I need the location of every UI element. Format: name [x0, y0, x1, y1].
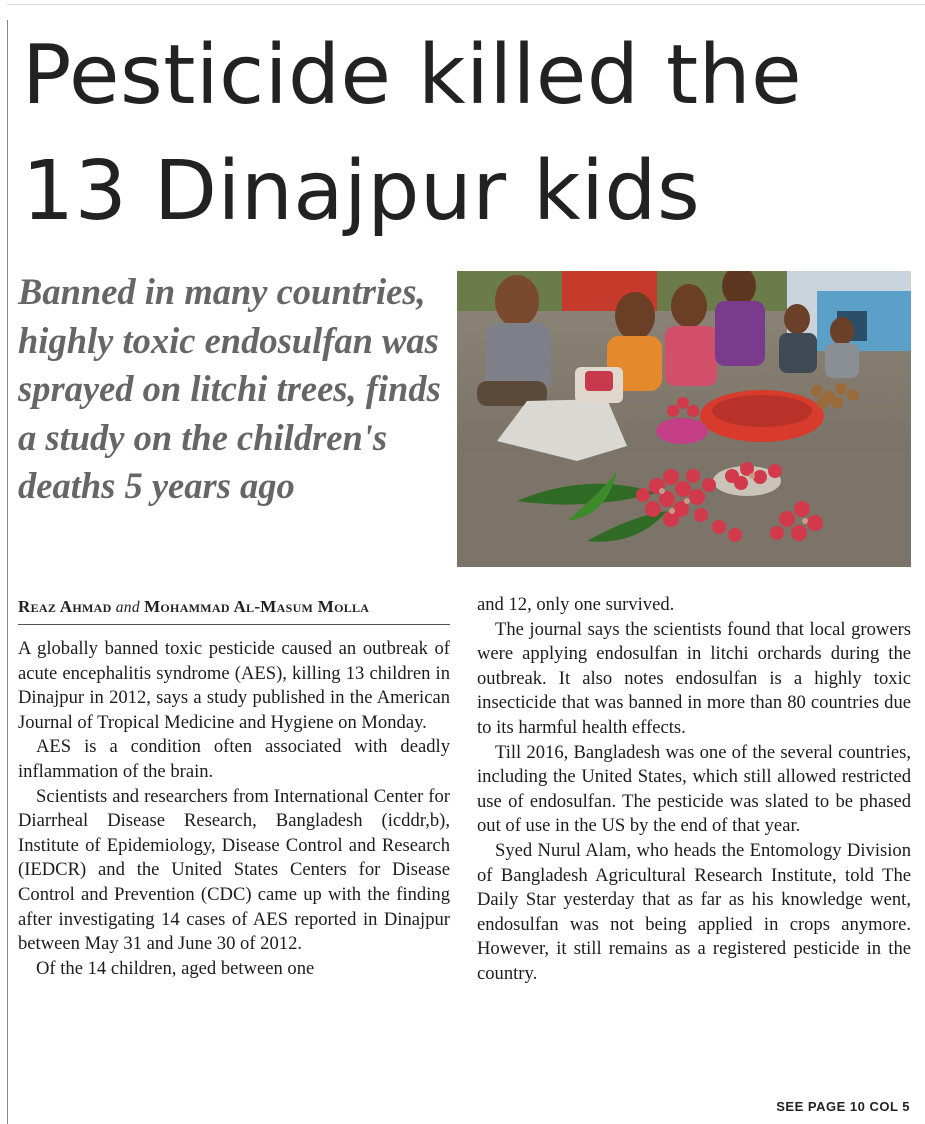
paragraph: A globally banned toxic pesticide caused an outbreak of acute encephalitis syndrome (AES), killing 13 children in Dinajpur in 2012, says a study published in the American Journal of Tropical Medicine and Hygiene on Monday.	[18, 638, 450, 733]
paragraph: The journal says the scientists found that local growers were applying endosulfan in litchi orchards during the outbreak. It also notes endosulfan is a highly toxic insecticide that was banned in more than 80 countries due to its harmful health effects.	[477, 618, 911, 738]
top-divider	[7, 4, 925, 5]
paragraph: Till 2016, Bangladesh was one of the several countries, including the United States, which still allowed restricted use of endosulfan. The pesticide was slated to be phased out of use in the US by the end of that year.	[477, 741, 911, 837]
jump-line: SEE PAGE 10 COL 5	[776, 1099, 910, 1114]
byline-conjunction: and	[115, 599, 140, 616]
deck-subheadline: Banned in many countries, highly toxic endosulfan was sprayed on litchi trees, finds a study on the children's deaths 5 years ago	[18, 271, 441, 506]
paragraph: and 12, only one survived.	[477, 594, 675, 615]
column-divider	[7, 20, 8, 1124]
headline	[22, 18, 922, 250]
article-column-right	[477, 593, 911, 987]
byline-author-2: Mohammad Al-Masum Molla	[144, 597, 370, 616]
headline-line-2: 13 Dinajpur kids	[22, 144, 701, 239]
byline-divider	[18, 624, 450, 625]
paragraph: Syed Nurul Alam, who heads the Entomology Division of Bangladesh Agricultural Research Institute, told The Daily Star yesterday that as far as his knowledge went, endosulfan was not being applied in crops anymore. However, it still remains as a registered pesticide in the country.	[477, 839, 911, 984]
paragraph: Of the 14 children, aged between one	[36, 957, 315, 979]
news-photo-litchi-sellers	[457, 271, 911, 567]
headline-line-1: Pesticide killed the	[22, 28, 803, 123]
paragraph: AES is a condition often associated with deadly inflammation of the brain.	[18, 736, 450, 782]
byline	[18, 597, 450, 617]
article-column-left	[18, 637, 450, 981]
paragraph: Scientists and researchers from International Center for Diarrheal Disease Research, Bangladesh (icddr,b), Institute of Epidemiology, Disease Control and Research (IEDCR) and the United States Centers for Disease Control and Prevention (CDC) came up with the finding after investigating 14 cases of AES reported in Dinajpur between May 31 and June 30 of 2012.	[18, 785, 450, 955]
byline-author-1: Reaz Ahmad	[18, 597, 112, 616]
